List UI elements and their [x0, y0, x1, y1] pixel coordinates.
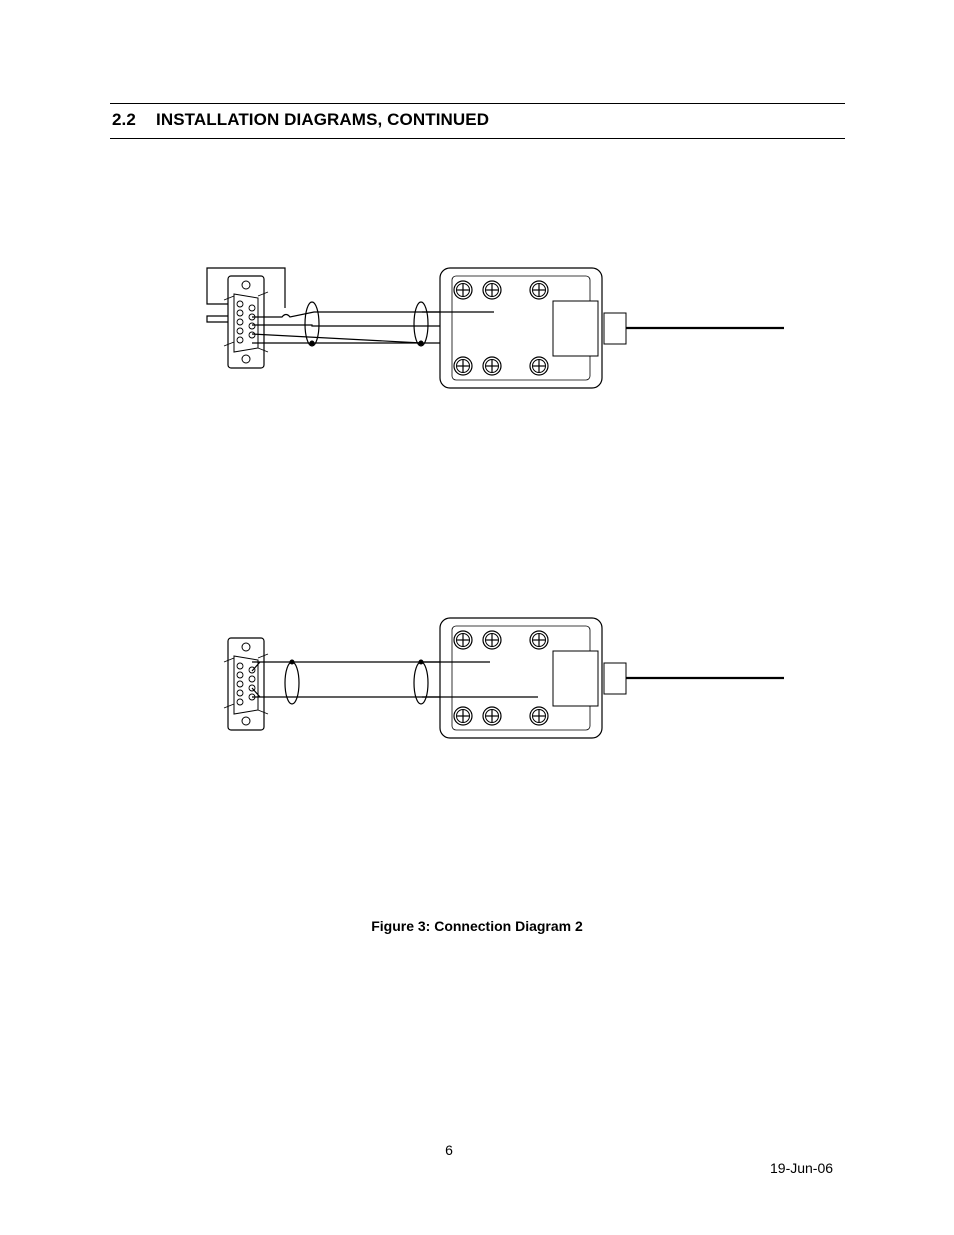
jumper-wire-b	[207, 316, 228, 322]
section-heading	[112, 110, 489, 130]
section-title: INSTALLATION DIAGRAMS, CONTINUED	[156, 110, 490, 129]
heading-top-rule	[110, 103, 845, 104]
connection-diagram-lower-svg	[190, 616, 800, 756]
connection-diagram-upper	[190, 266, 800, 406]
page-number: 6	[445, 1142, 453, 1158]
footer-date: 19-Jun-06	[770, 1160, 834, 1176]
figure-caption: Figure 3: Connection Diagram 2	[371, 918, 583, 934]
db9-connector-icon	[224, 276, 268, 368]
cable-conductor-c	[252, 334, 467, 343]
section-number: 2.2	[112, 110, 136, 129]
heading-bottom-rule	[110, 138, 845, 139]
terminal-module-icon	[440, 618, 784, 738]
cable-shield-right-icon	[414, 302, 428, 346]
cable-shield-left-icon	[285, 662, 299, 704]
cable-shield-right-icon	[414, 662, 428, 704]
cable-shield-left-icon	[305, 302, 319, 346]
connection-diagram-lower	[190, 616, 800, 756]
db9-connector-icon	[224, 638, 268, 730]
connection-diagram-upper-svg	[190, 266, 800, 406]
terminal-module-icon	[440, 268, 784, 388]
